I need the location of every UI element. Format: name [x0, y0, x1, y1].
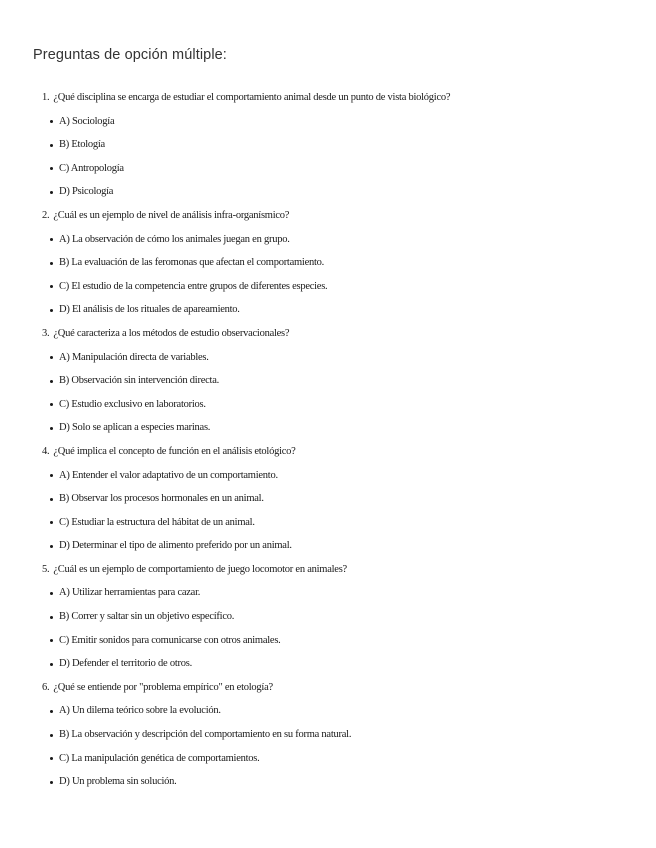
option-item — [30, 180, 630, 204]
question-item — [30, 440, 630, 558]
question-number: 6. — [42, 681, 50, 693]
option-item — [30, 747, 630, 771]
option-item — [30, 110, 630, 134]
question-number: 1. — [42, 92, 50, 103]
question-number: 2. — [42, 209, 50, 221]
question-prompt: ¿Qué se entiende por "problema empírico" en etología? — [53, 681, 273, 693]
option-item — [30, 605, 630, 629]
option-text: D) El análisis de los rituales de apareamiento. — [59, 304, 240, 316]
option-text: A) Sociología — [59, 115, 115, 127]
option-item — [30, 251, 630, 275]
option-list — [30, 346, 630, 440]
question-item — [30, 676, 630, 794]
question-text — [30, 322, 630, 346]
question-item — [30, 204, 630, 322]
question-number: 5. — [42, 563, 50, 575]
option-text: C) Estudiar la estructura del hábitat de un animal. — [59, 516, 255, 528]
option-text: B) La evaluación de las feromonas que afectan el comportamiento. — [59, 257, 325, 269]
question-prompt: ¿Cuál es un ejemplo de nivel de análisis infra-organísmico? — [53, 209, 290, 221]
question-text — [30, 86, 630, 110]
option-item — [30, 275, 630, 299]
option-list — [30, 464, 630, 558]
question-number: 3. — [42, 327, 50, 339]
option-text: A) Entender el valor adaptativo de un comportamiento. — [59, 469, 278, 481]
page-title: Preguntas de opción múltiple: — [33, 47, 227, 63]
question-list — [30, 86, 630, 794]
option-item — [30, 652, 630, 676]
option-text: D) Un problema sin solución. — [59, 776, 177, 788]
option-item — [30, 487, 630, 511]
option-list — [30, 110, 630, 204]
option-text: B) Observación sin intervención directa. — [59, 375, 219, 387]
option-text: A) Un dilema teórico sobre la evolución. — [59, 705, 221, 717]
option-text: A) Manipulación directa de variables. — [59, 351, 209, 363]
question-item — [30, 322, 630, 440]
option-text: D) Solo se aplican a especies marinas. — [59, 422, 211, 434]
option-text: C) Estudio exclusivo en laboratorios. — [59, 398, 206, 410]
option-text: C) El estudio de la competencia entre grupos de diferentes especies. — [59, 280, 328, 292]
question-prompt: ¿Qué disciplina se encarga de estudiar el comportamiento animal desde un punto de vista biológico? — [53, 92, 451, 103]
question-text — [30, 676, 630, 700]
question-item — [30, 558, 630, 676]
option-item — [30, 511, 630, 535]
option-text: C) Emitir sonidos para comunicarse con otros animales. — [59, 634, 281, 646]
question-number: 4. — [42, 445, 50, 457]
option-text: A) Utilizar herramientas para cazar. — [59, 587, 201, 599]
option-text: C) Antropología — [59, 162, 124, 174]
option-text: A) La observación de cómo los animales juegan en grupo. — [59, 233, 290, 245]
option-item — [30, 581, 630, 605]
option-item — [30, 157, 630, 181]
option-list — [30, 699, 630, 793]
option-item — [30, 393, 630, 417]
question-prompt: ¿Cuál es un ejemplo de comportamiento de juego locomotor en animales? — [53, 563, 347, 575]
option-text: B) Observar los procesos hormonales en un animal. — [59, 493, 264, 505]
option-item — [30, 369, 630, 393]
option-item — [30, 133, 630, 157]
option-list — [30, 581, 630, 675]
option-item — [30, 723, 630, 747]
option-text: D) Defender el territorio de otros. — [59, 658, 192, 670]
question-text — [30, 440, 630, 464]
option-item — [30, 464, 630, 488]
option-item — [30, 416, 630, 440]
option-item — [30, 346, 630, 370]
question-text — [30, 558, 630, 582]
option-text: D) Psicología — [59, 186, 114, 198]
option-item — [30, 228, 630, 252]
option-text: B) Etología — [59, 139, 105, 151]
question-text — [30, 204, 630, 228]
option-text: B) Correr y saltar sin un objetivo específico. — [59, 611, 235, 623]
option-item — [30, 699, 630, 723]
option-item — [30, 534, 630, 558]
question-prompt: ¿Qué implica el concepto de función en el análisis etológico? — [53, 445, 296, 457]
option-item — [30, 298, 630, 322]
question-item — [30, 86, 630, 204]
question-prompt: ¿Qué caracteriza a los métodos de estudio observacionales? — [53, 327, 290, 339]
option-item — [30, 770, 630, 794]
option-list — [30, 228, 630, 322]
option-item — [30, 629, 630, 653]
option-text: B) La observación y descripción del comportamiento en su forma natural. — [59, 729, 352, 741]
option-text: D) Determinar el tipo de alimento preferido por un animal. — [59, 540, 292, 552]
option-text: C) La manipulación genética de comportamientos. — [59, 752, 260, 764]
